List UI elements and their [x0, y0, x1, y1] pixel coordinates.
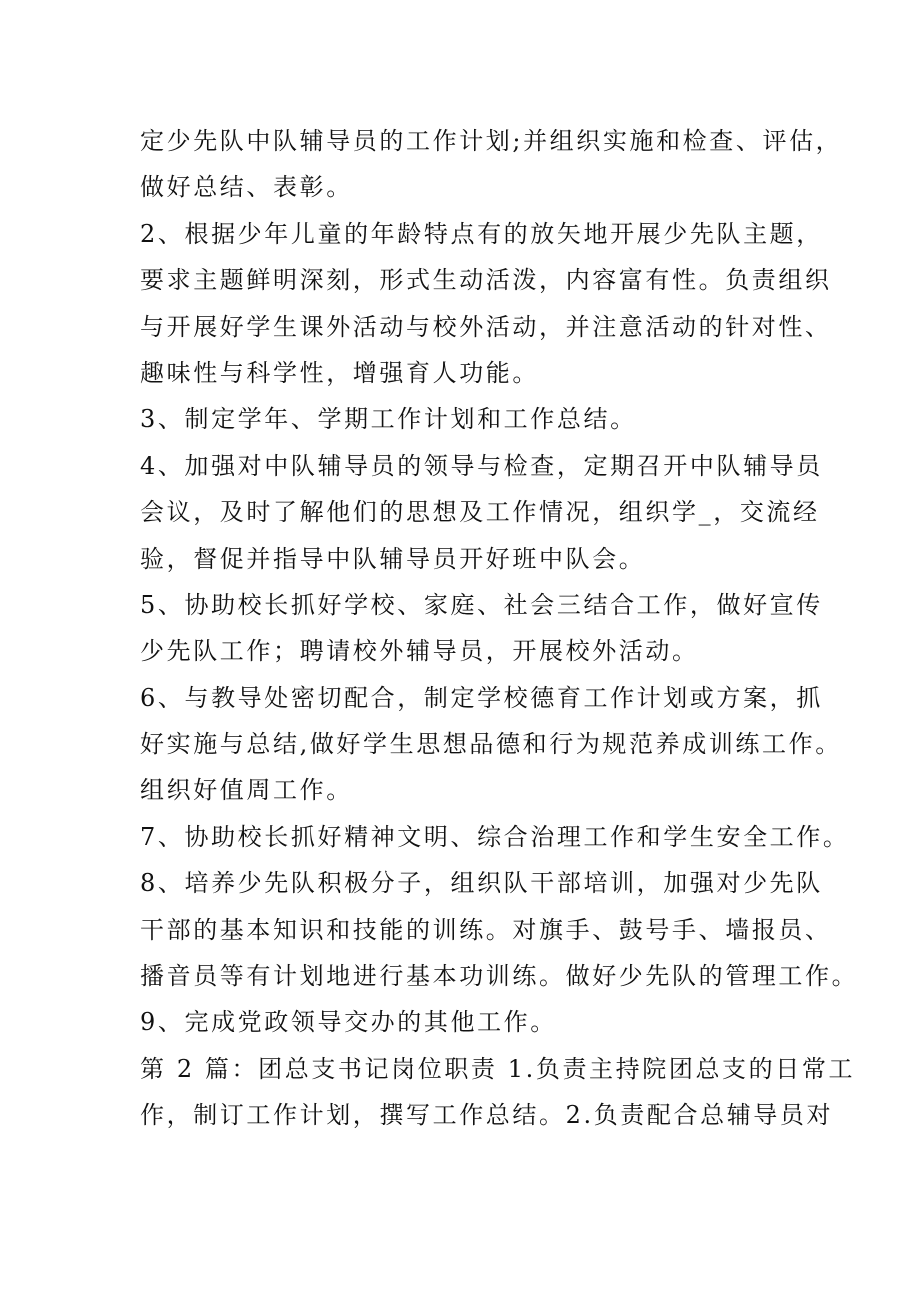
text-line: 要求主题鲜明深刻，形式生动活泼，内容富有性。负责组织: [140, 266, 832, 295]
text-line: 定少先队中队辅导员的工作计划;并组织实施和检查、评估，: [140, 127, 843, 155]
text-line: 干部的基本知识和技能的训练。对旗手、鼓号手、墙报员、: [140, 915, 832, 944]
text-line: 趣味性与科学性，增强育人功能。: [140, 358, 539, 387]
text-line: 做好总结、表彰。: [140, 173, 353, 202]
text-line: 3、制定学年、学期工作计划和工作总结。: [140, 405, 637, 434]
text-line: 组织好值周工作。: [140, 776, 353, 805]
text-line: 8、培养少先队积极分子，组织队干部培训，加强对少先队: [140, 869, 823, 898]
text-line: 播音员等有计划地进行基本功训练。做好少先队的管理工作。: [140, 962, 859, 991]
text-line: 作，制订工作计划，撰写工作总结。2.负责配合总辅导员对: [140, 1101, 834, 1130]
text-line: 验，督促并指导中队辅导员开好班中队会。: [140, 544, 646, 573]
text-line: 6、与教导处密切配合，制定学校德育工作计划或方案，抓: [140, 683, 823, 712]
document-body: [140, 118, 859, 1139]
text-line: 5、协助校长抓好学校、家庭、社会三结合工作，做好宣传: [140, 590, 823, 619]
text-line: 7、协助校长抓好精神文明、综合治理工作和学生安全工作。: [140, 822, 850, 851]
text-line: 2、根据少年儿童的年龄特点有的放矢地开展少先队主题，: [140, 219, 823, 248]
text-line: 少先队工作；聘请校外辅导员，开展校外活动。: [140, 637, 699, 666]
text-line: 9、完成党政领导交办的其他工作。: [140, 1008, 557, 1037]
text-line: 第 2 篇：团总支书记岗位职责 1.负责主持院团总支的日常工: [140, 1054, 856, 1083]
text-line: 会议，及时了解他们的思想及工作情况，组织学_，交流经: [140, 498, 820, 527]
text-line: 与开展好学生课外活动与校外活动，并注意活动的针对性、: [140, 312, 832, 341]
text-line: 好实施与总结,做好学生思想品德和行为规范养成训练工作。: [140, 730, 842, 759]
text-line: 4、加强对中队辅导员的领导与检查，定期召开中队辅导员: [140, 451, 823, 480]
